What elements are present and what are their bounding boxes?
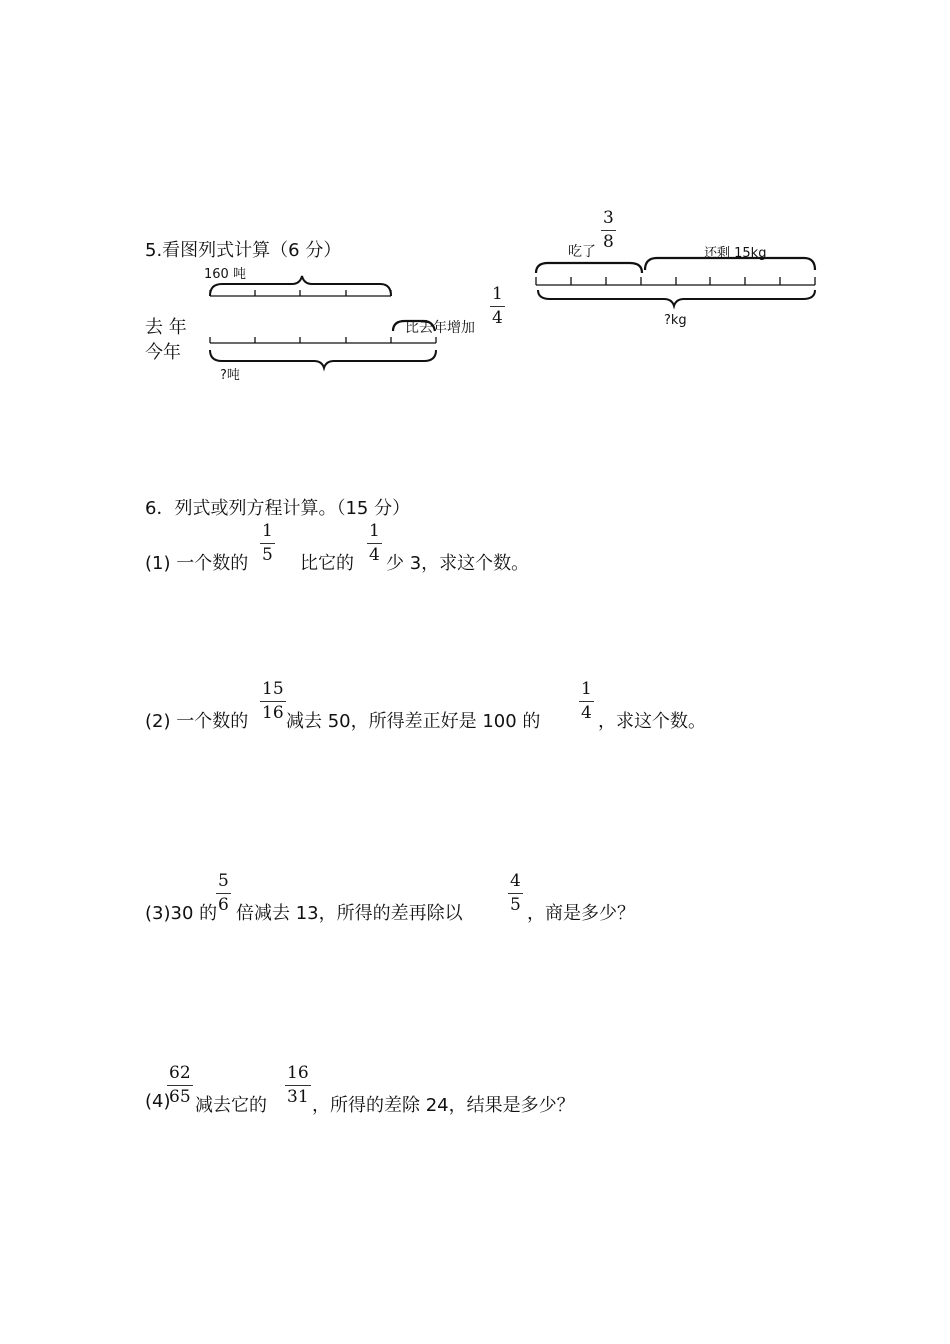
q6-2-prefix: (2) 一个数的 bbox=[145, 711, 249, 732]
label-this-year: 今年 bbox=[145, 342, 181, 363]
q6-4-mid: 减去它的 bbox=[195, 1095, 267, 1116]
q6-1-fraction-2 bbox=[367, 523, 382, 564]
fraction-numerator: 16 bbox=[285, 1065, 311, 1086]
brace-ate bbox=[536, 263, 642, 273]
fraction-denominator: 6 bbox=[218, 895, 229, 915]
fraction-denominator: 4 bbox=[581, 703, 592, 723]
fraction-numerator: 5 bbox=[216, 873, 231, 894]
fraction-denominator: 16 bbox=[262, 703, 284, 723]
q6-2-suffix: ，求这个数。 bbox=[598, 711, 706, 732]
fraction-numerator: 1 bbox=[367, 523, 382, 544]
q5-title: 5.看图列式计算（6 分） bbox=[145, 240, 342, 261]
label-remaining: 还剩 15kg bbox=[704, 246, 767, 261]
q6-3-suffix: ，商是多少？ bbox=[527, 903, 635, 924]
label-unknown-tons: ?吨 bbox=[220, 368, 240, 383]
q6-1-mid: 比它的 bbox=[300, 553, 354, 574]
q6-3-prefix: (3)30 的 bbox=[145, 903, 218, 924]
fraction-denominator: 5 bbox=[262, 545, 273, 565]
brace-increase bbox=[393, 321, 435, 331]
q6-3-mid: 倍减去 13，所得的差再除以 bbox=[236, 903, 463, 924]
fraction-numerator: 1 bbox=[260, 523, 275, 544]
label-increase: 比去年增加 bbox=[405, 320, 475, 336]
fraction-denominator: 4 bbox=[369, 545, 380, 565]
fraction-denominator: 5 bbox=[510, 895, 521, 915]
brace-remaining bbox=[645, 258, 815, 270]
label-ate: 吃了 bbox=[568, 244, 596, 260]
brace-total bbox=[538, 290, 815, 306]
label-160-tons: 160 吨 bbox=[204, 267, 246, 282]
q6-title: 6．列式或列方程计算。（15 分） bbox=[145, 498, 411, 519]
fraction-numerator: 3 bbox=[601, 210, 616, 231]
q6-4-fraction-2 bbox=[285, 1065, 311, 1106]
q6-2-fraction-2 bbox=[579, 681, 594, 722]
q6-1-prefix: (1) 一个数的 bbox=[145, 553, 249, 574]
q6-1-fraction-1 bbox=[260, 523, 275, 564]
label-last-year: 去 年 bbox=[145, 317, 187, 338]
brace-unknown-tons bbox=[210, 350, 436, 368]
fraction-denominator: 65 bbox=[169, 1087, 191, 1107]
fraction-denominator: 8 bbox=[603, 232, 614, 252]
fraction-numerator: 1 bbox=[579, 681, 594, 702]
q6-4-suffix: ，所得的差除 24，结果是多少？ bbox=[312, 1095, 575, 1116]
q6-2-mid: 减去 50，所得差正好是 100 的 bbox=[286, 711, 541, 732]
fraction-numerator: 1 bbox=[490, 286, 505, 307]
fraction-denominator: 31 bbox=[287, 1087, 309, 1107]
label-total-kg: ?kg bbox=[664, 313, 687, 328]
q6-4-fraction-1 bbox=[167, 1065, 193, 1106]
q6-2-fraction-1 bbox=[260, 681, 286, 722]
q6-3-fraction-1 bbox=[216, 873, 231, 914]
q6-3-fraction-2 bbox=[508, 873, 523, 914]
fraction-numerator: 62 bbox=[167, 1065, 193, 1086]
fraction-denominator: 4 bbox=[492, 308, 503, 328]
q6-4-prefix: (4) bbox=[145, 1091, 171, 1112]
q6-1-suffix: 少 3，求这个数。 bbox=[386, 553, 530, 574]
fraction-numerator: 4 bbox=[508, 873, 523, 894]
fraction-numerator: 15 bbox=[260, 681, 286, 702]
